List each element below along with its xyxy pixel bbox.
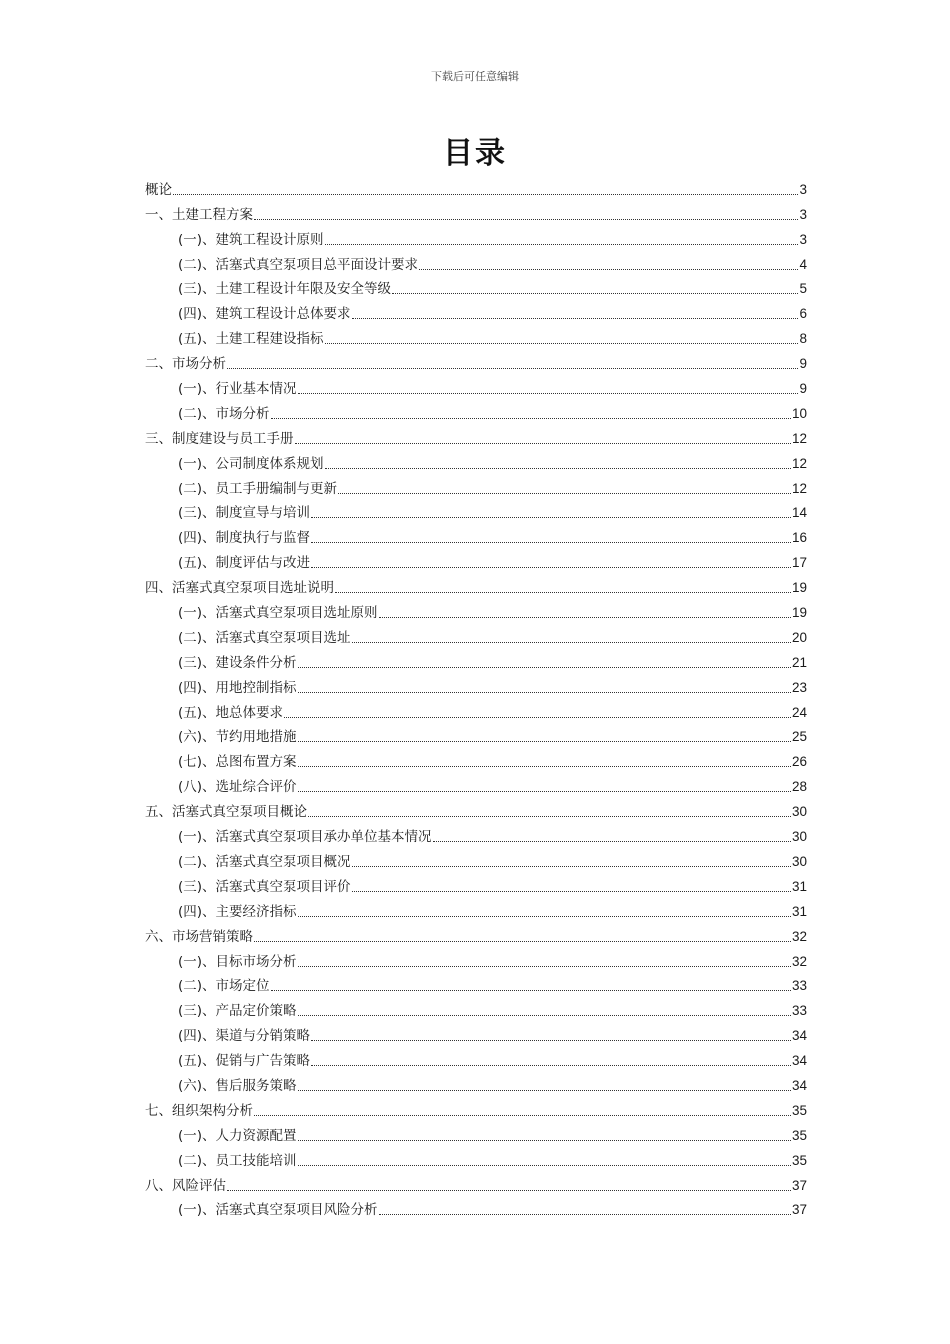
- toc-entry-page: 37: [791, 1177, 807, 1193]
- toc-entry[interactable]: [145, 275, 807, 300]
- toc-entry-page: 5: [799, 281, 807, 297]
- toc-leader-dots: [254, 218, 798, 220]
- toc-entry-label: 二、市场分析: [145, 356, 226, 373]
- toc-leader-dots: [433, 840, 791, 842]
- toc-entry-label: (一)、建筑工程设计原则: [178, 231, 324, 248]
- toc-entry-page: 35: [791, 1127, 807, 1143]
- toc-entry-page: 24: [791, 704, 807, 720]
- toc-leader-dots: [298, 1164, 791, 1166]
- toc-leader-dots: [298, 1014, 791, 1016]
- toc-leader-dots: [311, 516, 791, 518]
- toc-entry-label: (二)、市场定位: [178, 978, 270, 995]
- toc-leader-dots: [311, 566, 791, 568]
- toc-entry-page: 16: [791, 530, 807, 546]
- toc-entry-page: 3: [799, 206, 807, 222]
- toc-entry[interactable]: [145, 449, 807, 474]
- toc-entry-label: (三)、土建工程设计年限及安全等级: [178, 281, 392, 298]
- toc-leader-dots: [298, 1089, 791, 1091]
- toc-entry-page: 32: [791, 928, 807, 944]
- toc-leader-dots: [335, 591, 791, 593]
- toc-leader-dots: [227, 1189, 791, 1191]
- toc-entry-label: (四)、渠道与分销策略: [178, 1028, 311, 1045]
- toc-leader-dots: [311, 1064, 791, 1066]
- toc-entry-label: (一)、目标市场分析: [178, 953, 297, 970]
- toc-entry[interactable]: [145, 1096, 807, 1121]
- toc-entry-label: (六)、售后服务策略: [178, 1077, 297, 1094]
- toc-entry-page: 32: [791, 953, 807, 969]
- toc-leader-dots: [311, 1039, 791, 1041]
- toc-entry-page: 4: [799, 256, 807, 272]
- toc-entry-label: 七、组织架构分析: [145, 1102, 253, 1119]
- toc-leader-dots: [298, 1139, 791, 1141]
- toc-entry-label: 四、活塞式真空泵项目选址说明: [145, 580, 334, 597]
- toc-entry-page: 19: [791, 605, 807, 621]
- toc-leader-dots: [298, 915, 791, 917]
- toc-entry-page: 10: [791, 405, 807, 421]
- toc-entry[interactable]: [145, 573, 807, 598]
- toc-entry[interactable]: [145, 723, 807, 748]
- toc-leader-dots: [284, 716, 791, 718]
- toc-entry[interactable]: [145, 673, 807, 698]
- toc-entry[interactable]: [145, 324, 807, 349]
- toc-entry[interactable]: [145, 499, 807, 524]
- toc-leader-dots: [379, 616, 791, 618]
- toc-entry[interactable]: [145, 772, 807, 797]
- toc-entry[interactable]: [145, 225, 807, 250]
- toc-entry-page: 30: [791, 853, 807, 869]
- toc-leader-dots: [298, 740, 791, 742]
- header-note: 下载后可任意编辑: [431, 70, 519, 83]
- toc-entry-page: 3: [799, 231, 807, 247]
- toc-entry[interactable]: [145, 698, 807, 723]
- toc-entry[interactable]: [145, 175, 807, 200]
- toc-entry-page: 33: [791, 978, 807, 994]
- toc-entry-page: 34: [791, 1053, 807, 1069]
- toc-entry-page: 34: [791, 1028, 807, 1044]
- toc-entry[interactable]: [145, 523, 807, 548]
- toc-entry-label: (三)、活塞式真空泵项目评价: [178, 878, 351, 895]
- toc-entry-label: (一)、活塞式真空泵项目承办单位基本情况: [178, 829, 432, 846]
- toc-entry[interactable]: [145, 947, 807, 972]
- toc-leader-dots: [298, 666, 791, 668]
- toc-entry-label: (二)、市场分析: [178, 405, 270, 422]
- toc-entry[interactable]: [145, 747, 807, 772]
- toc-leader-dots: [298, 765, 791, 767]
- toc-entry-label: (八)、选址综合评价: [178, 779, 297, 796]
- toc-entry-page: 30: [791, 804, 807, 820]
- toc-entry-label: (四)、建筑工程设计总体要求: [178, 306, 351, 323]
- toc-entry-page: 14: [791, 505, 807, 521]
- toc-entry[interactable]: [145, 474, 807, 499]
- toc-entry[interactable]: [145, 1021, 807, 1046]
- toc-entry[interactable]: [145, 598, 807, 623]
- toc-entry[interactable]: [145, 922, 807, 947]
- toc-entry[interactable]: [145, 349, 807, 374]
- toc-entry-label: (五)、土建工程建设指标: [178, 331, 324, 348]
- toc-leader-dots: [298, 691, 791, 693]
- toc-entry[interactable]: [145, 1071, 807, 1096]
- toc-entry-page: 8: [799, 331, 807, 347]
- toc-entry[interactable]: [145, 1146, 807, 1171]
- toc-leader-dots: [352, 317, 799, 319]
- toc-entry-page: 12: [791, 480, 807, 496]
- toc-entry-page: 31: [791, 878, 807, 894]
- toc-leader-dots: [298, 965, 791, 967]
- toc-entry-label: (三)、建设条件分析: [178, 654, 297, 671]
- toc-entry-page: 3: [799, 181, 807, 197]
- toc-entry[interactable]: [145, 847, 807, 872]
- toc-entry[interactable]: [145, 548, 807, 573]
- toc-entry[interactable]: [145, 648, 807, 673]
- toc-leader-dots: [352, 890, 791, 892]
- toc-entry[interactable]: [145, 872, 807, 897]
- toc-entry[interactable]: [145, 299, 807, 324]
- toc-entry-label: (二)、活塞式真空泵项目总平面设计要求: [178, 256, 419, 273]
- toc-leader-dots: [298, 392, 799, 394]
- toc-leader-dots: [295, 442, 791, 444]
- toc-entry-page: 17: [791, 555, 807, 571]
- toc-entry[interactable]: [145, 797, 807, 822]
- toc-entry[interactable]: [145, 200, 807, 225]
- toc-entry-label: (一)、活塞式真空泵项目风险分析: [178, 1202, 378, 1219]
- toc-entry[interactable]: [145, 897, 807, 922]
- toc-entry[interactable]: [145, 1046, 807, 1071]
- toc-entry-label: 六、市场营销策略: [145, 928, 253, 945]
- toc-leader-dots: [352, 641, 791, 643]
- toc-leader-dots: [379, 1213, 791, 1215]
- toc-entry-page: 25: [791, 729, 807, 745]
- toc-entry-label: (二)、活塞式真空泵项目选址: [178, 629, 351, 646]
- toc-leader-dots: [271, 989, 791, 991]
- toc-entry-label: (一)、人力资源配置: [178, 1127, 297, 1144]
- toc-entry-label: 一、土建工程方案: [145, 206, 253, 223]
- toc-entry-label: (五)、地总体要求: [178, 704, 284, 721]
- toc-entry-page: 30: [791, 829, 807, 845]
- toc-entry-page: 31: [791, 903, 807, 919]
- toc-entry[interactable]: [145, 623, 807, 648]
- toc-entry-page: 9: [799, 381, 807, 397]
- toc-entry-page: 35: [791, 1102, 807, 1118]
- toc-entry-label: (四)、制度执行与监督: [178, 530, 311, 547]
- toc-entry-page: 37: [791, 1202, 807, 1218]
- toc-entry[interactable]: [145, 399, 807, 424]
- toc-entry[interactable]: [145, 1171, 807, 1196]
- toc-entry-label: (一)、公司制度体系规划: [178, 455, 324, 472]
- toc-entry-page: 34: [791, 1077, 807, 1093]
- toc-leader-dots: [325, 243, 799, 245]
- toc-entry[interactable]: [145, 374, 807, 399]
- toc-entry[interactable]: [145, 822, 807, 847]
- toc-entry-page: 6: [799, 306, 807, 322]
- toc-entry-label: (五)、促销与广告策略: [178, 1053, 311, 1070]
- toc-leader-dots: [325, 342, 799, 344]
- toc-leader-dots: [254, 940, 791, 942]
- toc-leader-dots: [173, 193, 798, 195]
- toc-entry-page: 12: [791, 455, 807, 471]
- toc-entry-label: 八、风险评估: [145, 1177, 226, 1194]
- toc-leader-dots: [311, 541, 791, 543]
- toc-entry-page: 26: [791, 754, 807, 770]
- toc-entry[interactable]: [145, 996, 807, 1021]
- toc-entry-label: (三)、产品定价策略: [178, 1003, 297, 1020]
- toc-entry-label: 三、制度建设与员工手册: [145, 430, 294, 447]
- toc-entry[interactable]: [145, 424, 807, 449]
- toc-entry-label: (四)、主要经济指标: [178, 903, 297, 920]
- toc-leader-dots: [419, 268, 798, 270]
- toc-leader-dots: [298, 790, 791, 792]
- toc-entry-label: 五、活塞式真空泵项目概论: [145, 804, 307, 821]
- toc-entry-label: (二)、活塞式真空泵项目概况: [178, 853, 351, 870]
- toc-entry-label: (六)、节约用地措施: [178, 729, 297, 746]
- toc-leader-dots: [338, 492, 791, 494]
- toc-entry-page: 19: [791, 580, 807, 596]
- toc-entry-page: 21: [791, 654, 807, 670]
- toc-entry-page: 12: [791, 430, 807, 446]
- table-of-contents: [145, 175, 807, 1220]
- toc-leader-dots: [254, 1114, 791, 1116]
- toc-entry-page: 33: [791, 1003, 807, 1019]
- toc-entry-page: 23: [791, 679, 807, 695]
- toc-entry[interactable]: [145, 1121, 807, 1146]
- toc-entry-label: (一)、行业基本情况: [178, 381, 297, 398]
- toc-entry-page: 9: [799, 356, 807, 372]
- toc-entry-label: (一)、活塞式真空泵项目选址原则: [178, 605, 378, 622]
- toc-leader-dots: [227, 367, 798, 369]
- toc-entry-label: (三)、制度宣导与培训: [178, 505, 311, 522]
- toc-entry-label: (四)、用地控制指标: [178, 679, 297, 696]
- toc-leader-dots: [308, 815, 791, 817]
- toc-entry-label: (二)、员工技能培训: [178, 1152, 297, 1169]
- toc-entry-page: 20: [791, 629, 807, 645]
- toc-leader-dots: [352, 865, 791, 867]
- toc-entry-label: (七)、总图布置方案: [178, 754, 297, 771]
- toc-entry[interactable]: [145, 1196, 807, 1221]
- toc-entry[interactable]: [145, 972, 807, 997]
- toc-entry-page: 28: [791, 779, 807, 795]
- toc-entry[interactable]: [145, 250, 807, 275]
- toc-entry-label: (二)、员工手册编制与更新: [178, 480, 338, 497]
- page-title: 目录: [443, 136, 507, 171]
- toc-leader-dots: [271, 417, 791, 419]
- toc-leader-dots: [392, 292, 798, 294]
- toc-entry-label: (五)、制度评估与改进: [178, 555, 311, 572]
- toc-entry-label: 概论: [145, 181, 172, 198]
- toc-leader-dots: [325, 467, 791, 469]
- toc-entry-page: 35: [791, 1152, 807, 1168]
